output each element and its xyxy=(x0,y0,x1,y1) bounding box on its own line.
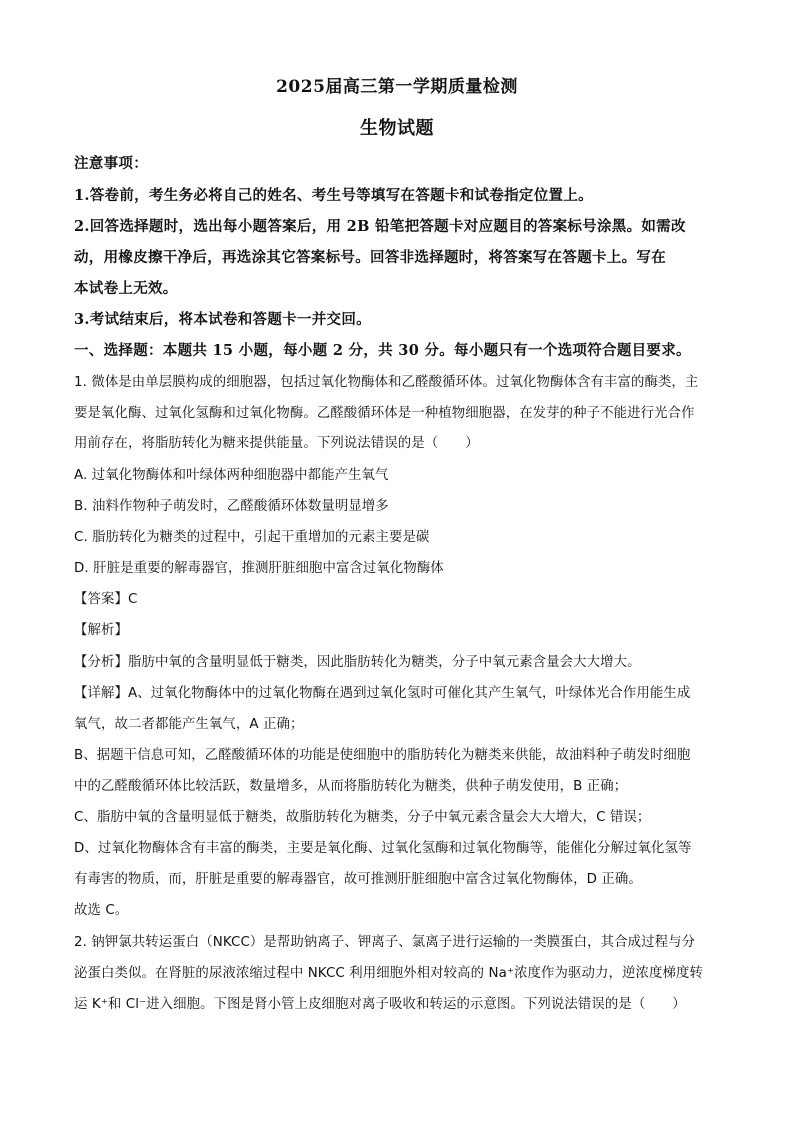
q1-explanation-line-2: 【详解】A、过氧化物酶体中的过氧化物酶在遇到过氧化氢时可催化其产生氧气，叶绿体光合作用能生成 xyxy=(74,686,691,701)
section-heading: 一、选择题：本题共 15 小题，每小题 2 分，共 30 分。每小题只有一个选项符合题目要求。 xyxy=(74,342,691,359)
exam-title: 2025届高三第一学期质量检测 xyxy=(276,77,518,97)
notes-heading: 注意事项： xyxy=(74,155,148,172)
note-item-3: 3.考试结束后，将本试卷和答题卡一并交回。 xyxy=(74,311,371,328)
note-item-1: 1.答卷前，考生务必将自己的姓名、考生号等填写在答题卡和试卷指定位置上。 xyxy=(74,187,593,204)
q1-analysis-label: 【解析】 xyxy=(74,623,128,638)
q1-explanation-line-9: 故选 C。 xyxy=(74,903,129,918)
q1-stem-line-2: 要是氧化酶、过氧化氢酶和过氧化物酶。乙醛酸循环体是一种植物细胞器，在发芽的种子不能进行光合作 xyxy=(74,406,695,421)
q1-explanation-line-1: 【分析】脂肪中氧的含量明显低于糖类，因此脂肪转化为糖类，分子中氧元素含量会大大增大。 xyxy=(74,655,641,670)
exam-subtitle: 生物试题 xyxy=(360,118,434,139)
note-item-2: 2.回答选择题时，选出每小题答案后，用 2B 铅笔把答题卡对应题目的答案标号涂黑。如需改 xyxy=(74,218,686,235)
note-item-2-end: 本试卷上无效。 xyxy=(74,280,178,297)
q1-explanation-line-7: D、过氧化物酶体含有丰富的酶类，主要是氧化酶、过氧化氢酶和过氧化物酶等，能催化分解过氧化氢等 xyxy=(74,841,692,856)
q1-stem-line-1: 1. 微体是由单层膜构成的细胞器，包括过氧化物酶体和乙醛酸循环体。过氧化物酶体含有丰富的酶类，主 xyxy=(74,375,699,390)
q1-explanation-line-6: C、脂肪中氧的含量明显低于糖类，故脂肪转化为糖类，分子中氧元素含量会大大增大，C 错误； xyxy=(74,810,651,825)
q1-option-a: A. 过氧化物酶体和叶绿体两种细胞器中都能产生氧气 xyxy=(74,468,389,483)
q1-stem-line-3: 用前存在，将脂肪转化为糖来提供能量。下列说法错误的是（ ） xyxy=(74,436,479,451)
q1-option-c: C. 脂肪转化为糖类的过程中，引起干重增加的元素主要是碳 xyxy=(74,530,430,545)
q2-stem-line-1: 2. 钠钾氯共转运蛋白（NKCC）是帮助钠离子、钾离子、氯离子进行运输的一类膜蛋白，其合成过程与分 xyxy=(74,935,696,950)
q1-answer: 【答案】C xyxy=(74,592,138,607)
q1-option-b: B. 油料作物种子萌发时，乙醛酸循环体数量明显增多 xyxy=(74,499,389,514)
q2-stem-line-3: 运 K⁺和 Cl⁻进入细胞。下图是肾小管上皮细胞对离子吸收和转运的示意图。下列说法错误的是（ ） xyxy=(74,997,686,1012)
q1-explanation-line-8: 有毒害的物质，而，肝脏是重要的解毒器官，故可推测肝脏细胞中富含过氧化物酶体，D 正确。 xyxy=(74,872,642,887)
q1-explanation-line-3: 氧气，故二者都能产生氧气，A 正确； xyxy=(74,717,304,732)
q1-option-d: D. 肝脏是重要的解毒器官，推测肝脏细胞中富含过氧化物酶体 xyxy=(74,561,444,576)
q1-explanation-line-5: 中的乙醛酸循环体比较活跃，数量增多，从而将脂肪转化为糖类，供种子萌发使用，B 正确； xyxy=(74,779,628,794)
q1-explanation-line-4: B、据题干信息可知，乙醛酸循环体的功能是使细胞中的脂肪转化为糖类来供能，故油料种子萌发时细胞 xyxy=(74,748,691,763)
note-item-2-cont: 动，用橡皮擦干净后，再选涂其它答案标号。回答非选择题时，将答案写在答题卡上。写在 xyxy=(74,249,666,266)
q2-stem-line-2: 泌蛋白类似。在肾脏的尿液浓缩过程中 NKCC 利用细胞外相对较高的 Na⁺浓度作为驱动力，逆浓度梯度转 xyxy=(74,966,703,981)
